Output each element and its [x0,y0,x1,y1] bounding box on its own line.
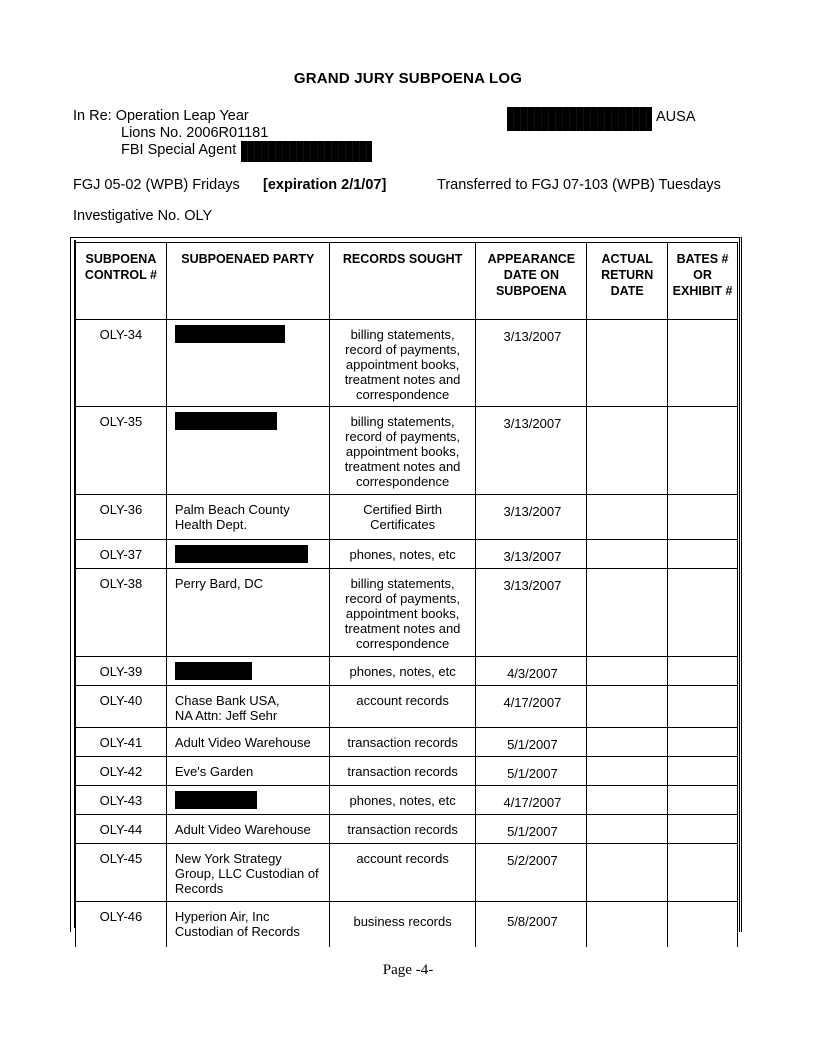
cell-party [167,320,329,347]
cell-party: Hyperion Air, Inc Custodian of Records [174,909,300,939]
cell-records: billing statements, record of payments, appointment books, treatment notes and correspondence [344,414,461,489]
cell-records: Certified Birth Certificates [363,502,442,532]
cell-bates [668,902,737,913]
cell-control: OLY-44 [99,822,143,837]
header-return-date: ACTUAL RETURN DATE [587,243,668,320]
cell-control: OLY-43 [99,793,143,808]
cell-records: account records [356,851,449,866]
cell-records: phones, notes, etc [349,547,456,562]
cell-bates [668,320,737,331]
cell-date: 3/13/2007 [503,329,562,344]
cell-return [587,902,667,913]
cell-party: Palm Beach County Health Dept. [174,502,290,532]
cell-party: Perry Bard, DC [174,576,263,591]
page-number: Page -4- [382,962,434,978]
cell-party: Eve's Garden [174,764,254,779]
subpoena-log-table [75,242,738,947]
redaction-party [175,412,277,430]
header-bates: BATES # OR EXHIBIT # [668,243,738,320]
cell-control: OLY-37 [99,547,143,562]
cell-party: New York Strategy Group, LLC Custodian of Records [174,851,319,896]
cell-bates [668,657,737,668]
page-title: GRAND JURY SUBPOENA LOG [293,70,523,87]
cell-control: OLY-40 [99,693,143,708]
header-control: SUBPOENA CONTROL # [76,243,167,320]
cell-date: 5/8/2007 [507,914,558,929]
table-row [76,844,738,902]
cell-date: 4/17/2007 [503,795,562,810]
cell-bates [668,757,737,768]
cell-party: Adult Video Warehouse [174,735,311,750]
table-row [76,728,738,757]
table-row [76,815,738,844]
cell-return [587,657,667,668]
cell-return [587,815,667,826]
cell-control: OLY-35 [99,414,143,429]
cell-control: OLY-45 [99,851,143,866]
cell-records: transaction records [347,822,458,837]
cell-control: OLY-46 [99,909,143,924]
header-records: RECORDS SOUGHT [329,243,476,320]
cell-records: transaction records [347,735,458,750]
cell-return [587,728,667,739]
cell-bates [668,569,737,580]
cell-bates [668,815,737,826]
lions-number: Lions No. 2006R01181 [121,125,269,141]
ausa-label: AUSA [656,109,696,125]
table-row [76,757,738,786]
fbi-agent-label: FBI Special Agent [121,142,237,158]
cell-return [587,569,667,580]
table-row [76,495,738,540]
table-row [76,540,738,569]
cell-party [167,540,329,567]
cell-return [587,686,667,697]
cell-date: 4/3/2007 [507,666,558,681]
header-appearance-date: APPEARANCE DATE ON SUBPOENA [476,243,587,320]
cell-return [587,495,667,506]
cell-date: 3/13/2007 [503,578,562,593]
cell-records: phones, notes, etc [349,664,456,679]
cell-party [167,407,329,434]
table-row [76,569,738,657]
cell-bates [668,540,737,551]
cell-date: 3/13/2007 [503,416,562,431]
cell-party [167,786,329,813]
cell-bates [668,495,737,506]
cell-bates [668,728,737,739]
redaction-party [175,545,308,563]
cell-records: billing statements, record of payments, appointment books, treatment notes and correspondence [344,576,461,651]
cell-return [587,844,667,855]
header-party: SUBPOENAED PARTY [166,243,329,320]
cell-date: 3/13/2007 [503,504,562,519]
cell-control: OLY-42 [99,764,143,779]
table-header-row [76,243,738,320]
cell-control: OLY-39 [99,664,143,679]
redaction-agent-name [241,141,372,162]
redaction-party [175,662,252,680]
cell-records: billing statements, record of payments, appointment books, treatment notes and correspondence [344,327,461,402]
table-row [76,786,738,815]
cell-party [167,657,329,684]
investigative-number: Investigative No. OLY [73,208,213,224]
cell-return [587,786,667,797]
redaction-ausa-name [507,107,652,131]
cell-date: 5/1/2007 [507,824,558,839]
table-row [76,407,738,495]
redaction-party [175,791,257,809]
cell-date: 5/2/2007 [507,853,558,868]
cell-records: business records [353,914,452,929]
cell-records: phones, notes, etc [349,793,456,808]
cell-bates [668,844,737,855]
fgj-line: FGJ 05-02 (WPB) Fridays [73,177,240,193]
cell-return [587,540,667,551]
cell-party: Chase Bank USA, NA Attn: Jeff Sehr [174,693,280,723]
cell-date: 5/1/2007 [507,737,558,752]
table-row [76,320,738,407]
cell-return [587,407,667,418]
cell-date: 3/13/2007 [503,549,562,564]
cell-return [587,320,667,331]
cell-control: OLY-41 [99,735,143,750]
table-row [76,657,738,686]
cell-records: account records [356,693,449,708]
cell-bates [668,407,737,418]
cell-bates [668,786,737,797]
table-row [76,902,738,947]
transfer-note: Transferred to FGJ 07-103 (WPB) Tuesdays [437,177,721,193]
cell-party: Adult Video Warehouse [174,822,311,837]
table-row [76,686,738,728]
cell-control: OLY-34 [99,327,143,342]
in-re-line: In Re: Operation Leap Year [73,108,249,124]
cell-control: OLY-38 [99,576,143,591]
cell-return [587,757,667,768]
cell-control: OLY-36 [99,502,143,517]
cell-bates [668,686,737,697]
cell-date: 5/1/2007 [507,766,558,781]
cell-records: transaction records [347,764,458,779]
cell-date: 4/17/2007 [503,695,562,710]
expiration-note: [expiration 2/1/07] [263,177,387,193]
redaction-party [175,325,285,343]
